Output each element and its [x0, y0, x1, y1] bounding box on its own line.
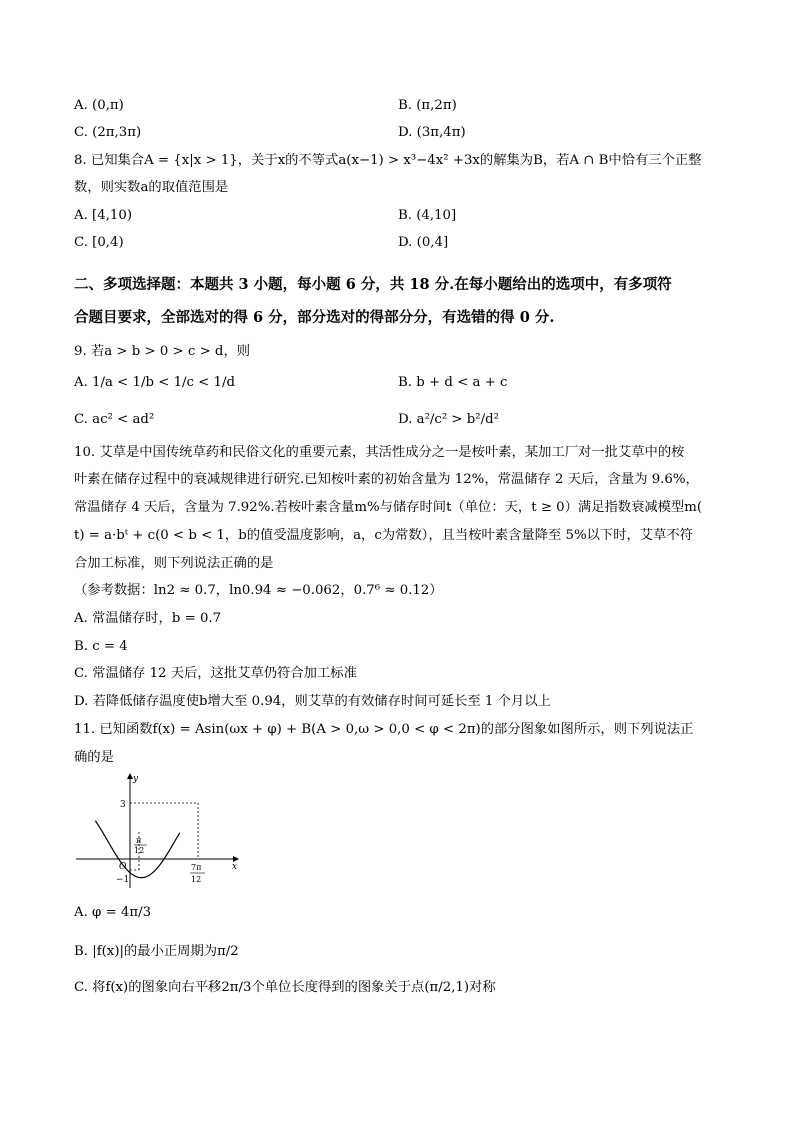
q7-option-c: C. (2π,3π): [74, 125, 142, 140]
tick-pi-12-num: π: [136, 836, 142, 845]
q10-option-d: D. 若降低储存温度使b增大至 0.94，则艾草的有效储存时间可延长至 1 个月以上: [74, 694, 551, 709]
q10-stem-line2: 叶素在储存过程中的衰减规律进行研究.已知桉叶素的初始含量为 12%，常温储存 2 天后，含量为 9.6%，: [74, 472, 699, 487]
q9-option-a: A. 1/a < 1/b < 1/c < 1/d: [74, 375, 235, 390]
x-axis-label: x: [232, 862, 238, 872]
q10-stem-line5: 合加工标准，则下列说法正确的是: [74, 556, 274, 571]
q11-option-b: B. |f(x)|的最小正周期为π/2: [74, 944, 239, 959]
q10-stem-line1: 10. 艾草是中国传统草药和民俗文化的重要元素，其活性成分之一是桉叶素，某加工厂对一批艾草中的桉: [74, 445, 685, 460]
q9-option-c: C. ac² < ad²: [74, 412, 155, 427]
q9-stem: 9. 若a > b > 0 > c > d，则: [74, 344, 251, 359]
tick-pi-12-den: 12: [134, 846, 145, 855]
q9-option-b: B. b + d < a + c: [398, 375, 508, 390]
q10-reference-data: （参考数据：ln2 ≈ 0.7，ln0.94 ≈ −0.062，0.7⁶ ≈ 0.12）: [74, 583, 443, 598]
q10-stem-line3: 常温储存 4 天后，含量为 7.92%.若桉叶素含量m%与储存时间t（单位：天，t ≥ 0）满足指数衰减模型m(: [74, 500, 703, 515]
q10-stem-line4: t) = a·bᵗ + c(0 < b < 1，b的值受温度影响，a，c为常数），且当桉叶素含量降至 5%以下时，艾草不符: [74, 528, 693, 543]
q8-option-b: B. (4,10]: [398, 208, 457, 223]
q7-option-d: D. (3π,4π): [398, 125, 466, 140]
tick-7pi-12-num: 7π: [191, 863, 202, 872]
q10-option-b: B. c = 4: [74, 639, 128, 654]
q10-option-a: A. 常温储存时，b = 0.7: [74, 611, 222, 626]
q11-stem-line2: 确的是: [74, 750, 114, 765]
q8-option-a: A. [4,10): [74, 208, 133, 223]
y-axis-label: y: [133, 774, 139, 784]
q11-option-a: A. φ = 4π/3: [74, 905, 152, 920]
q11-option-c: C. 将f(x)的图象向右平移2π/3个单位长度得到的图象关于点(π/2,1)对称: [74, 980, 496, 995]
q7-option-b: B. (π,2π): [398, 98, 457, 113]
q8-option-c: C. [0,4): [74, 235, 124, 250]
section2-heading-line1: 二、多项选择题：本题共 3 小题，每小题 6 分，共 18 分.在每小题给出的选项中，有多项符: [74, 276, 672, 293]
origin-label: O: [119, 862, 127, 872]
y-min-label: −1: [116, 875, 130, 885]
q11-stem-line1: 11. 已知函数f(x) = Asin(ωx + φ) + B(A > 0,ω > 0,0 < φ < 2π)的部分图象如图所示，则下列说法正: [74, 722, 694, 737]
q8-stem-line2: 数，则实数a的取值范围是: [74, 180, 229, 195]
tick-7pi-12-den: 12: [191, 875, 202, 884]
q7-option-a: A. (0,π): [74, 98, 124, 113]
q9-option-d: D. a²/c² > b²/d²: [398, 412, 499, 427]
section2-heading-line2: 合题目要求，全部选对的得 6 分，部分选对的得部分分，有选错的得 0 分.: [74, 309, 555, 326]
q8-stem-line1: 8. 已知集合A = {x|x > 1}，关于x的不等式a(x−1) > x³−4x² +3x的解集为B，若A ∩ B中恰有三个正整: [74, 153, 702, 168]
function-graph: [74, 770, 244, 890]
q8-option-d: D. (0,4]: [398, 235, 449, 250]
y-max-label: 3: [120, 800, 126, 810]
q10-option-c: C. 常温储存 12 天后，这批艾草仍符合加工标准: [74, 666, 357, 681]
